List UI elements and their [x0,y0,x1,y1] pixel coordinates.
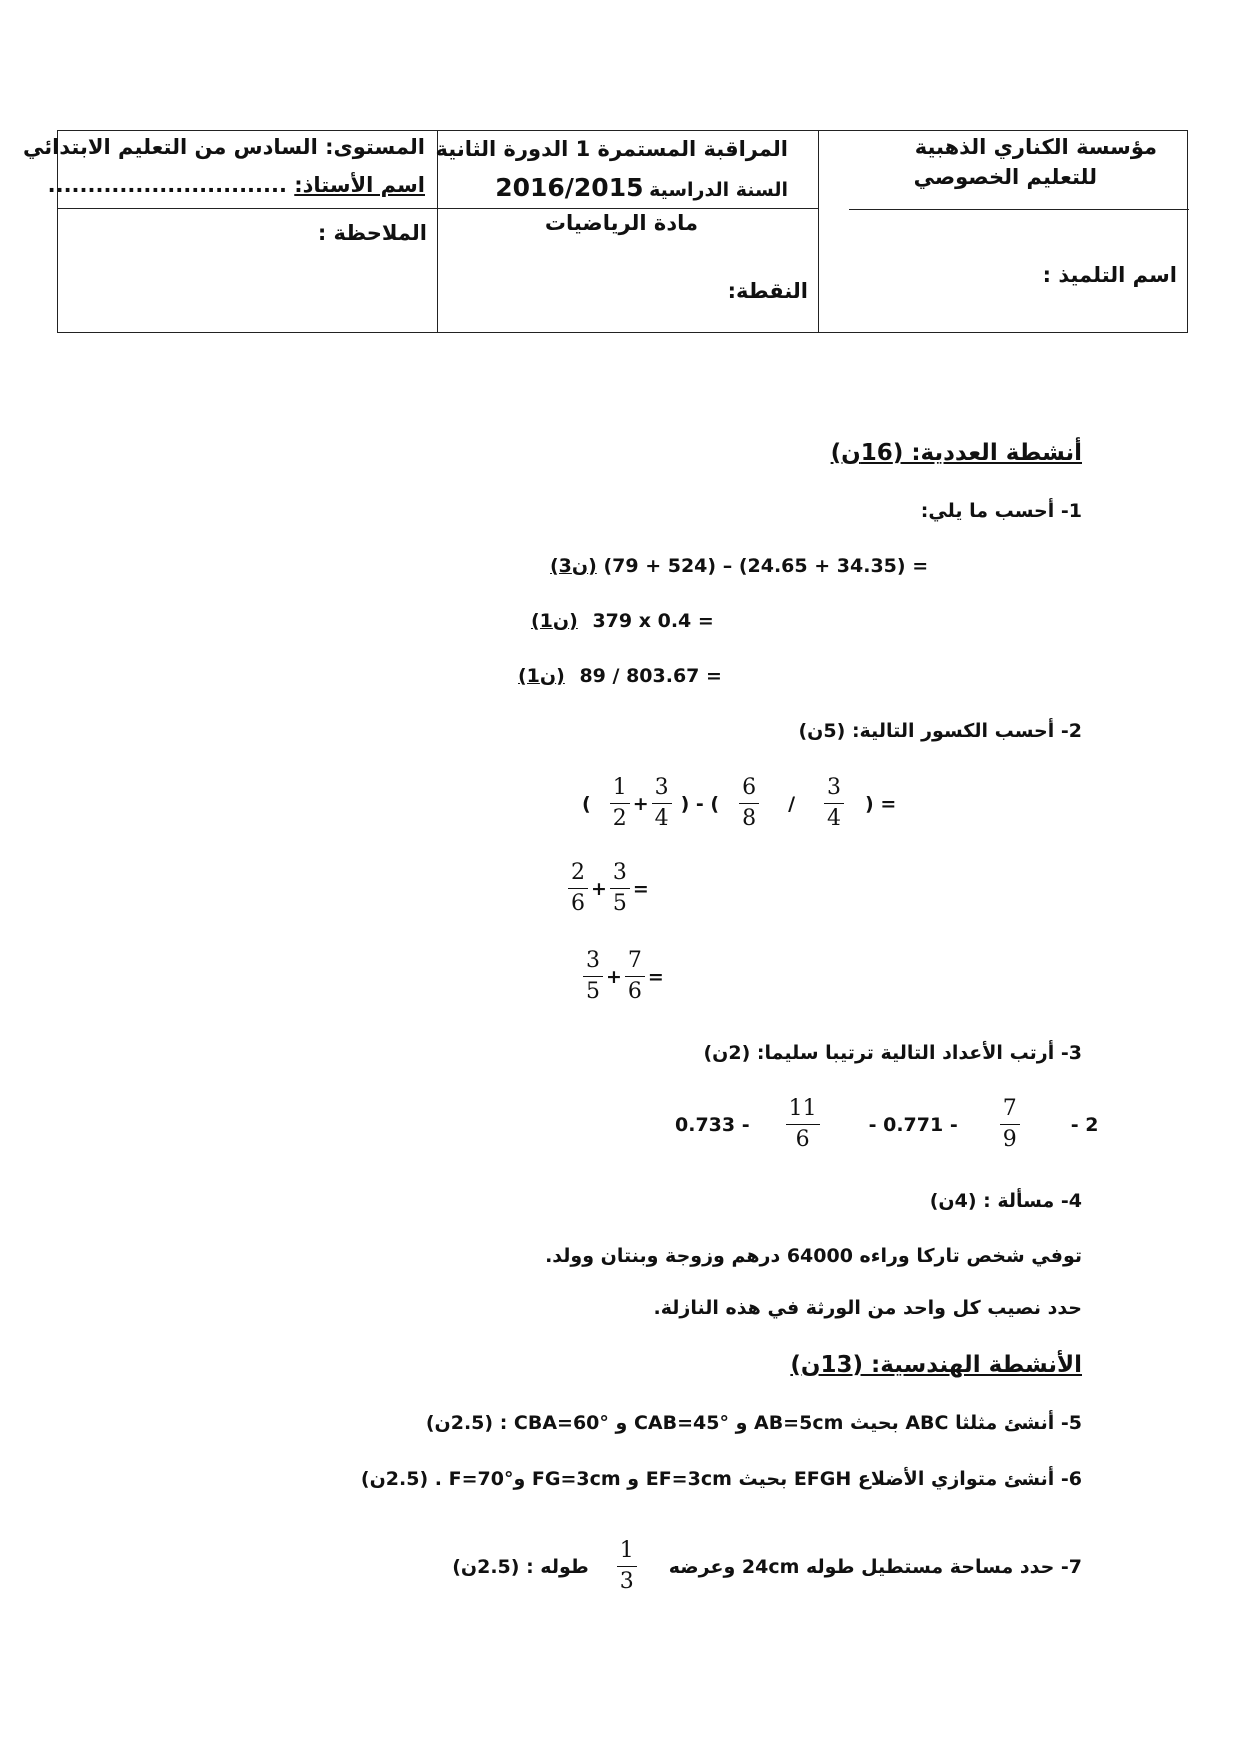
q4-line-1: توفي شخص تاركا وراءه 64000 درهم وزوجة وبنتان وولد. [545,1245,1082,1267]
q5-text: 5- أنشئ مثلثا ABC بحيث AB=5cm و CAB=45° و CBA=60° : (2.5ن) [425,1412,1082,1434]
q2-label: 2- أحسب الكسور التالية: (5ن) [798,720,1082,742]
fraction-11-6: $\frac{11}{6}$ [786,1098,820,1151]
fraction-7-6: $\frac{7}{6}$ [625,950,645,1003]
q7-part-1: 7- حدد مساحة مستطيل طوله 24cm وعرضه [668,1555,1082,1578]
q3-number-b: - 0.771 - [868,1113,958,1136]
teacher-line [48,173,425,197]
school-year-label: السنة الدراسية [649,179,788,201]
minus-sign: ) - ( [680,792,720,815]
q7-line [452,1540,1082,1593]
q1-expression-1: (524 + 79) – (34.35 + 24.65) = [603,555,929,577]
exam-title: المراقبة المستمرة 1 الدورة الثانية [435,137,788,161]
q1-expression-2-line [531,610,714,632]
subject-grade-cell [438,209,819,333]
header-school-cell [819,131,1188,209]
equals-sign: = [632,877,649,900]
q3-label: 3- أرتب الأعداد التالية ترتيبا سليما: (2ن) [703,1042,1082,1064]
fraction-2-6: $\frac{2}{6}$ [568,862,588,915]
divide-sign: / [788,792,796,815]
q2-expression-b [565,862,649,915]
plus-sign: + [591,877,607,900]
q1-expression-3: 803.67 / 89 = [579,665,722,687]
equals-sign: = [647,965,664,988]
header-table [22,130,1188,333]
q3-number-c: - 2 [1070,1113,1099,1136]
fraction-3-5-b: $\frac{3}{5}$ [583,950,603,1003]
q4-label: 4- مسألة : (4ن) [929,1190,1082,1212]
geometry-section-title: الأنشطة الهندسية: (13ن) [790,1352,1082,1378]
student-name-cell [819,209,1188,333]
remark-cell [58,209,438,333]
q2-expression-a [582,777,896,830]
fraction-6-8: $\frac{6}{8}$ [739,777,759,830]
level-text: المستوى: السادس من التعليم الابتدائي [22,135,425,159]
q3-number-a: 0.733 - [675,1113,750,1136]
header-exam-cell [435,131,819,209]
exam-year-line [495,173,788,202]
fraction-3-4-b: $\frac{3}{4}$ [824,777,844,830]
subject-label: مادة الرياضيات [544,211,698,235]
school-type: للتعليم الخصوصي [913,165,1097,189]
fraction-1-3: $\frac{1}{3}$ [617,1540,637,1593]
plus-sign: + [606,965,622,988]
header-level-cell [22,131,438,209]
fraction-7-9: $\frac{7}{9}$ [1000,1098,1020,1151]
fraction-1-2: $\frac{1}{2}$ [610,777,630,830]
q1-points-1: (3ن) [550,555,597,577]
q1-expression-3-line [518,665,722,687]
q1-expression-2: 379 x 0.4 = [592,610,714,632]
fraction-3-4: $\frac{3}{4}$ [652,777,672,830]
q1-points-3: (1ن) [518,665,565,687]
q1-points-2: (1ن) [531,610,578,632]
q6-text: 6- أنشئ متوازي الأضلاع EFGH بحيث EF=3cm و FG=3cm وF=70° . (2.5ن) [360,1468,1082,1490]
q4-line-2: حدد نصيب كل واحد من الورثة في هذه النازلة. [653,1297,1082,1319]
q2-expression-c [580,950,664,1003]
close-equals: ) = [865,792,897,815]
paren: ( [582,792,591,815]
numeric-section-title: أنشطة العددية: (16ن) [830,440,1082,466]
q1-label: 1- أحسب ما يلي: [920,500,1082,522]
fraction-3-5: $\frac{3}{5}$ [610,862,630,915]
teacher-dots: .............................. [47,173,287,197]
school-year: 2016/2015 [495,173,644,202]
grade-label: النقطة: [727,279,808,303]
plus-sign: + [632,792,649,815]
q3-numbers [675,1098,1098,1151]
q1-expression-1-line [550,555,928,577]
q7-part-2: طوله : (2.5ن) [452,1555,589,1578]
remark-label: الملاحظة : [317,221,427,245]
teacher-label: اسم الأستاذ: [294,173,425,197]
student-name-label: اسم التلميذ : [1042,262,1177,287]
school-name: مؤسسة الكناري الذهبية [914,135,1157,159]
